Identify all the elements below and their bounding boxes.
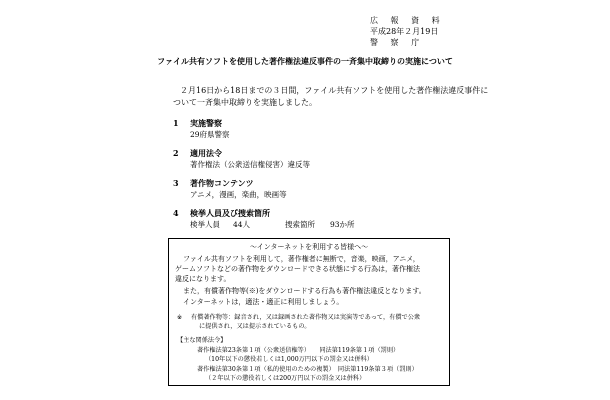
section-4-value-arrested: 44人 — [233, 220, 251, 229]
section-4-value-searched: 93か所 — [330, 220, 355, 229]
section-2-number: 2 — [173, 148, 179, 158]
law-1: 著作権法第23条第１項（公衆送信権等） 同法第119条第１項（罰則） — [197, 347, 400, 354]
section-1-number: 1 — [173, 118, 179, 128]
law-2-penalty: （２年以下の懲役若しくは200万円以下の罰金又は併科） — [205, 375, 366, 382]
note-line-2: に提供され，又は提示されているもの。 — [199, 323, 311, 330]
law-2: 著作権法第30条第１項（私的使用のための複製） 同法第119条第３項（罰則） — [197, 366, 418, 373]
section-4-number: 4 — [173, 208, 179, 218]
section-1-title: 実施警察 — [190, 118, 222, 128]
note-mark: ※ — [177, 314, 183, 321]
section-3-number: 3 — [173, 178, 179, 188]
notice-heading: ～インターネットを利用する皆様へ～ — [249, 243, 369, 251]
section-2-title: 適用法令 — [190, 148, 222, 158]
header-agency: 警 察 庁 — [370, 38, 425, 47]
header-press-release-label: 広 報 資 料 — [370, 16, 445, 25]
notice-paragraph-3: インターネットは，適法・適正に利用しましょう。 — [183, 298, 344, 306]
section-4-title: 検挙人員及び捜索箇所 — [190, 208, 270, 218]
intro-line-1: ２月16日から18日までの３日間，ファイル共有ソフトを使用した著作権法違反事件に — [180, 86, 489, 95]
note-line-1: 有償著作物等：録音され，又は録画された著作物又は実演等であって，有償で公衆 — [191, 314, 421, 321]
notice-paragraph-1-line-3: 違反になります。 — [175, 275, 231, 283]
document-title: ファイル共有ソフトを使用した著作権法違反事件の一斉集中取締りの実施について — [157, 56, 453, 66]
laws-heading: 【主な関係法令】 — [177, 337, 227, 344]
section-3-title: 著作物コンテンツ — [190, 178, 254, 188]
section-3-body: アニメ，漫画，楽曲，映画等 — [190, 190, 287, 199]
notice-paragraph-2: また，有償著作物等(※)をダウンロードする行為も著作権法違反となります。 — [183, 287, 426, 295]
section-2-body: 著作権法（公衆送信権侵害）違反等 — [190, 160, 310, 169]
header-date: 平成28年２月19日 — [370, 27, 439, 36]
notice-paragraph-1-line-1: ファイル共有ソフトを利用して，著作権者に無断で，音楽，映画，アニメ， — [183, 255, 420, 263]
notice-paragraph-1-line-2: ゲームソフトなどの著作物をダウンロードできる状態にする行為は，著作権法 — [175, 265, 420, 273]
intro-line-2: ついて一斉集中取締りを実施しました。 — [173, 98, 317, 107]
law-1-penalty: （10年以下の懲役若しくは1,000万円以下の罰金又は併科） — [205, 356, 373, 363]
notice-box — [168, 238, 450, 386]
section-1-body: 29府県警察 — [190, 130, 230, 139]
section-4-label-searched: 捜索箇所 — [285, 220, 315, 229]
section-4-label-arrested: 検挙人員 — [190, 220, 220, 229]
